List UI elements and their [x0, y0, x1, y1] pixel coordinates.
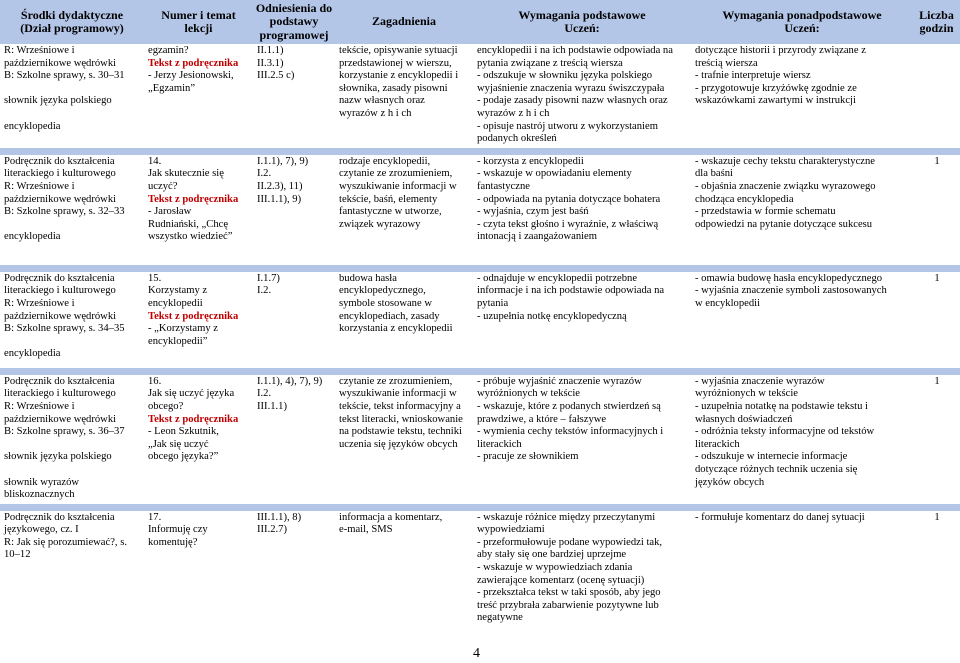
cell-line: R: Wrześniowe i	[4, 400, 75, 412]
cell-line: „Jak się uczyć	[148, 438, 209, 450]
cell-line: fantastyczne w utworze,	[339, 206, 442, 218]
cell-line: - odróżnia teksty informacyjne od tekstów	[695, 426, 875, 438]
cell-line: - przygotowuje krzyżówkę zgodnie ze	[695, 82, 857, 94]
cell-line: - korzysta z encyklopedii	[477, 155, 584, 167]
cell-basic-requirements	[473, 272, 691, 368]
cell-line: słownik języka polskiego	[4, 451, 112, 463]
cell-line: I.2.	[257, 388, 272, 400]
cell-line: I.1.1), 4), 7), 9)	[257, 375, 323, 387]
cell-topics	[335, 44, 473, 148]
row-separator	[0, 148, 960, 155]
spacer	[4, 83, 141, 96]
table-row	[0, 375, 960, 504]
cell-line: - odpowiada na pytania dotyczące bohatera	[477, 193, 661, 205]
cell-line: obcego języka?”	[148, 451, 219, 463]
cell-line: - czyta tekst głośno i wyraźnie, z właściwą	[477, 218, 659, 230]
cell-topics	[335, 155, 473, 265]
cell-line: - odnajduje w encyklopedii potrzebne	[477, 272, 638, 284]
cell-line: - odszukuje w internecie informacje	[695, 451, 848, 463]
cell-line: encyklopedycznego,	[339, 285, 426, 297]
cell-line: symbole stosowane w	[339, 297, 432, 309]
cell-line: - uzupełnia notatkę na podstawie tekstu i	[695, 400, 868, 412]
table-header	[0, 0, 960, 44]
cell-line: słownika, zasady pisowni	[339, 82, 448, 94]
cell-line: - wymienia cechy tekstów informacyjnych i	[477, 426, 664, 438]
cell-line: - objaśnia znaczenie związku wyrazowego	[695, 180, 876, 192]
cell-line: pytania	[477, 297, 509, 309]
cell-line: encyklopedii”	[148, 335, 208, 347]
cell-line: tekście, baśń, elementy	[339, 193, 438, 205]
cell-line: wyrazów z h i ch	[477, 107, 550, 119]
cell-line: - wskazuje cechy tekstu charakterystyczne	[695, 155, 876, 167]
header-curriculum-refs: Odniesienia do podstawy programowej	[253, 0, 335, 44]
cell-line: wyjaśnienie znaczenia wyrazu świszczypała	[477, 82, 665, 94]
cell-line: encyklopedii i na ich podstawie odpowiada na	[477, 45, 673, 56]
cell-line: II.2.3), 11)	[257, 180, 303, 192]
header-lesson-number: Numer i temat lekcji	[144, 0, 253, 44]
cell-line: intonacją i zaangażowaniem	[477, 231, 598, 243]
cell-line: encyklopedia	[4, 231, 61, 243]
cell-curriculum-refs	[253, 272, 335, 368]
cell-line: korzystania z encyklopedii	[339, 323, 453, 335]
hours-value: 1	[934, 272, 940, 284]
cell-line: 17.	[148, 511, 162, 523]
cell-line: - Jerzy Jesionowski,	[148, 70, 234, 82]
cell-line: aby stały się one bardziej uprzejme	[477, 549, 627, 561]
cell-line: językowego, cz. I	[4, 524, 79, 536]
cell-advanced-requirements	[691, 511, 913, 643]
cell-line: treść przybrała zabarwienie pozytywne lub	[477, 599, 659, 611]
cell-line: - „Korzystamy z	[148, 323, 219, 335]
cell-line: - wskazuje w wypowiedziach zdania	[477, 562, 633, 574]
cell-advanced-requirements	[691, 44, 913, 148]
cell-line: - formułuje komentarz do danej sytuacji	[695, 511, 865, 523]
hours-value: 1	[934, 155, 940, 167]
cell-line: egzamin?	[148, 45, 189, 56]
cell-line: tekście, tekst informacyjny a	[339, 400, 461, 412]
cell-line: wyróżnionych w tekście	[695, 388, 798, 400]
cell-line: korzystanie z encyklopedii i	[339, 70, 459, 82]
cell-curriculum-refs	[253, 155, 335, 265]
cell-line: B: Szkolne sprawy, s. 34–35	[4, 323, 125, 335]
header-didactic-means: Środki dydaktyczne (Dział programowy)	[0, 0, 144, 44]
cell-line: Tekst z podręcznika	[148, 310, 239, 322]
page-number: 4	[473, 646, 480, 661]
cell-line: - wyjaśnia znaczenie symboli zastosowanych	[695, 285, 887, 297]
cell-line: - Leon Szkutnik,	[148, 426, 219, 438]
cell-line: „Egzamin”	[148, 82, 196, 94]
cell-line: - przeformułowuje podane wypowiedzi tak,	[477, 536, 663, 548]
cell-line: literackiego i kulturowego	[4, 285, 116, 297]
cell-line: treścią wiersza	[695, 57, 758, 69]
cell-line: 16.	[148, 375, 162, 387]
cell-line: Korzystamy z	[148, 285, 208, 297]
cell-line: I.2.	[257, 168, 272, 180]
cell-line: encyklopediach, zasady	[339, 310, 440, 322]
cell-advanced-requirements	[691, 375, 913, 504]
cell-line: Jak się uczyć języka	[148, 388, 235, 400]
cell-line: encyklopedia	[4, 348, 61, 360]
cell-line: na podstawie tekstu, techniki	[339, 426, 462, 438]
cell-didactic-means	[0, 511, 144, 643]
cell-line: październikowe wędrówki	[4, 193, 117, 205]
row-separator	[0, 368, 960, 375]
cell-advanced-requirements	[691, 272, 913, 368]
cell-line: rodzaje encyklopedii,	[339, 155, 431, 167]
cell-line: III.1.1), 9)	[257, 193, 302, 205]
table-row	[0, 44, 960, 148]
cell-line: czytanie ze zrozumieniem,	[339, 375, 453, 387]
cell-line: bliskoznacznych	[4, 489, 75, 501]
cell-line: odpowiedzi na pytanie dotyczące sukcesu	[695, 218, 873, 230]
cell-line: B: Szkolne sprawy, s. 36–37	[4, 426, 125, 438]
spacer	[4, 439, 141, 452]
cell-topics	[335, 511, 473, 643]
cell-line: wszystko wiedzieć”	[148, 231, 233, 243]
cell-line: 15.	[148, 272, 162, 284]
cell-line: w encyklopedii	[695, 297, 761, 309]
cell-line: październikowe wędrówki	[4, 413, 117, 425]
cell-line: encyklopedii	[148, 297, 203, 309]
cell-line: Tekst z podręcznika	[148, 413, 239, 425]
cell-line: informacje i na ich podstawie odpowiada na	[477, 285, 665, 297]
cell-line: e-mail, SMS	[339, 524, 393, 536]
header-advanced-requirements: Wymagania ponadpodstawowe Uczeń:	[691, 0, 913, 44]
cell-line: literackiego i kulturowego	[4, 388, 116, 400]
cell-line: tekst literacki, wnioskowanie	[339, 413, 463, 425]
header-hours: Liczba godzin	[913, 0, 960, 44]
table-row	[0, 272, 960, 368]
cell-line: - wskazuje, które z podanych stwierdzeń są	[477, 400, 661, 412]
header-basic-requirements: Wymagania podstawowe Uczeń:	[473, 0, 691, 44]
cell-line: chodząca encyklopedia	[695, 193, 794, 205]
cell-hours	[913, 155, 960, 265]
cell-line: - wyjaśnia, czym jest baśń	[477, 206, 589, 218]
cell-topics	[335, 272, 473, 368]
cell-line: I.1.7)	[257, 272, 280, 284]
cell-line: - wskazuje w opowiadaniu elementy	[477, 168, 632, 180]
cell-line: wyróżnionych w tekście	[477, 388, 580, 400]
cell-line: związek wyrazowy	[339, 218, 421, 230]
hours-value: 1	[934, 375, 940, 387]
cell-line: komentuję?	[148, 536, 198, 548]
cell-line: - odszukuje w słowniku języka polskiego	[477, 70, 653, 82]
cell-line: III.1.1)	[257, 400, 288, 412]
cell-line: tekście, opisywanie sytuacji	[339, 45, 458, 56]
cell-line: Podręcznik do kształcenia	[4, 155, 115, 167]
cell-line: - wyjaśnia znaczenie wyrazów	[695, 375, 825, 387]
cell-line: własnych doświadczeń	[695, 413, 793, 425]
cell-line: III.2.7)	[257, 524, 288, 536]
cell-topics	[335, 375, 473, 504]
cell-lesson	[144, 375, 253, 504]
spacer	[4, 336, 141, 349]
cell-line: R: Wrześniowe i	[4, 297, 75, 309]
cell-line: B: Szkolne sprawy, s. 32–33	[4, 206, 125, 218]
cell-line: - omawia budowę hasła encyklopedycznego	[695, 272, 883, 284]
table-row	[0, 155, 960, 265]
cell-hours	[913, 375, 960, 504]
cell-line: R: Jak się porozumiewać?, s.	[4, 536, 127, 548]
cell-hours	[913, 511, 960, 643]
cell-line: I.1.1), 7), 9)	[257, 155, 309, 167]
table-row	[0, 511, 960, 643]
cell-line: II.1.1)	[257, 45, 284, 56]
cell-line: październikowe wędrówki	[4, 310, 117, 322]
cell-line: języków obcych	[695, 476, 765, 488]
cell-lesson	[144, 272, 253, 368]
cell-line: - trafnie interpretuje wiersz	[695, 70, 811, 82]
cell-line: dotyczące historii i przyrody związane z	[695, 45, 866, 56]
cell-line: wyrazów z h i ch	[339, 107, 412, 119]
cell-line: 14.	[148, 155, 162, 167]
cell-line: Tekst z podręcznika	[148, 57, 239, 69]
cell-line: literackiego i kulturowego	[4, 168, 116, 180]
cell-line: słownik języka polskiego	[4, 95, 112, 107]
cell-line: - opisuje nastrój utworu z wykorzystaniem	[477, 120, 658, 132]
spacer	[4, 108, 141, 121]
cell-line: wyszukiwanie informacji w	[339, 180, 457, 192]
cell-curriculum-refs	[253, 44, 335, 148]
cell-line: - pracuje ze słownikiem	[477, 451, 579, 463]
cell-line: - przekształca tekst w taki sposób, aby jego	[477, 587, 661, 599]
cell-didactic-means	[0, 375, 144, 504]
cell-basic-requirements	[473, 155, 691, 265]
cell-line: - uzupełnia notkę encyklopedyczną	[477, 310, 627, 322]
cell-line: Rudniański, „Chcę	[148, 218, 229, 230]
cell-curriculum-refs	[253, 375, 335, 504]
cell-line: podanych określeń	[477, 133, 557, 145]
cell-line: informacja a komentarz,	[339, 511, 443, 523]
cell-hours	[913, 272, 960, 368]
cell-lesson	[144, 155, 253, 265]
cell-line: uczyć?	[148, 180, 178, 192]
cell-line: - wskazuje różnice między przeczytanymi	[477, 511, 656, 523]
cell-line: Tekst z podręcznika	[148, 193, 239, 205]
cell-line: literackich	[477, 438, 522, 450]
cell-line: encyklopedia	[4, 120, 61, 132]
cell-line: październikowe wędrówki	[4, 57, 117, 69]
cell-line: budowa hasła	[339, 272, 397, 284]
cell-line: I.2.	[257, 285, 272, 297]
cell-line: obcego?	[148, 400, 184, 412]
cell-didactic-means	[0, 272, 144, 368]
cell-line: 10–12	[4, 549, 31, 561]
cell-line: R: Wrześniowe i	[4, 45, 75, 56]
header-topics: Zagadnienia	[335, 0, 473, 44]
cell-line: słownik wyrazów	[4, 476, 80, 488]
cell-line: dotyczące różnych technik uczenia się	[695, 463, 858, 475]
cell-line: prawdziwe, a które – fałszywe	[477, 413, 607, 425]
cell-line: - przedstawia w formie schematu	[695, 206, 836, 218]
cell-hours	[913, 44, 960, 148]
cell-line: Informuję czy	[148, 524, 208, 536]
cell-line: II.3.1)	[257, 57, 284, 69]
cell-line: III.1.1), 8)	[257, 511, 302, 523]
cell-basic-requirements	[473, 44, 691, 148]
cell-curriculum-refs	[253, 511, 335, 643]
cell-line: B: Szkolne sprawy, s. 30–31	[4, 70, 125, 82]
cell-line: Podręcznik do kształcenia	[4, 375, 115, 387]
cell-line: Podręcznik do kształcenia	[4, 272, 115, 284]
hours-value: 1	[934, 511, 940, 523]
spacer	[4, 464, 141, 477]
cell-didactic-means	[0, 44, 144, 148]
cell-line: literackich	[695, 438, 740, 450]
cell-line: wskazówkami zawartymi w instrukcji	[695, 95, 856, 107]
cell-line: - podaje zasady pisowni nazw własnych oraz	[477, 95, 668, 107]
cell-line: uczenia się języków obcych	[339, 438, 458, 450]
cell-line: Jak skutecznie się	[148, 168, 224, 180]
row-separator	[0, 265, 960, 272]
cell-line: wypowiedziami	[477, 524, 545, 536]
cell-basic-requirements	[473, 511, 691, 643]
cell-line: - próbuje wyjaśnić znaczenie wyrazów	[477, 375, 642, 387]
cell-line: czytanie ze zrozumieniem,	[339, 168, 453, 180]
cell-line: dla baśni	[695, 168, 733, 180]
cell-line: fantastyczne	[477, 180, 530, 192]
cell-lesson	[144, 511, 253, 643]
cell-basic-requirements	[473, 375, 691, 504]
cell-advanced-requirements	[691, 155, 913, 265]
cell-line: III.2.5 c)	[257, 70, 295, 82]
cell-line: R: Wrześniowe i	[4, 180, 75, 192]
cell-line: wyszukiwanie informacji w	[339, 388, 457, 400]
cell-line: - Jarosław	[148, 206, 192, 218]
row-separator	[0, 504, 960, 511]
cell-didactic-means	[0, 155, 144, 265]
cell-line: zawierające komentarz (ocenę sytuacji)	[477, 574, 645, 586]
cell-line: przedstawionej w wierszu,	[339, 57, 452, 69]
cell-line: pytania związane z treścią wiersza	[477, 57, 623, 69]
cell-line: negatywne	[477, 612, 523, 624]
spacer	[4, 219, 141, 232]
cell-line: Podręcznik do kształcenia	[4, 511, 115, 523]
cell-line: nazw własnych oraz	[339, 95, 425, 107]
cell-lesson	[144, 44, 253, 148]
